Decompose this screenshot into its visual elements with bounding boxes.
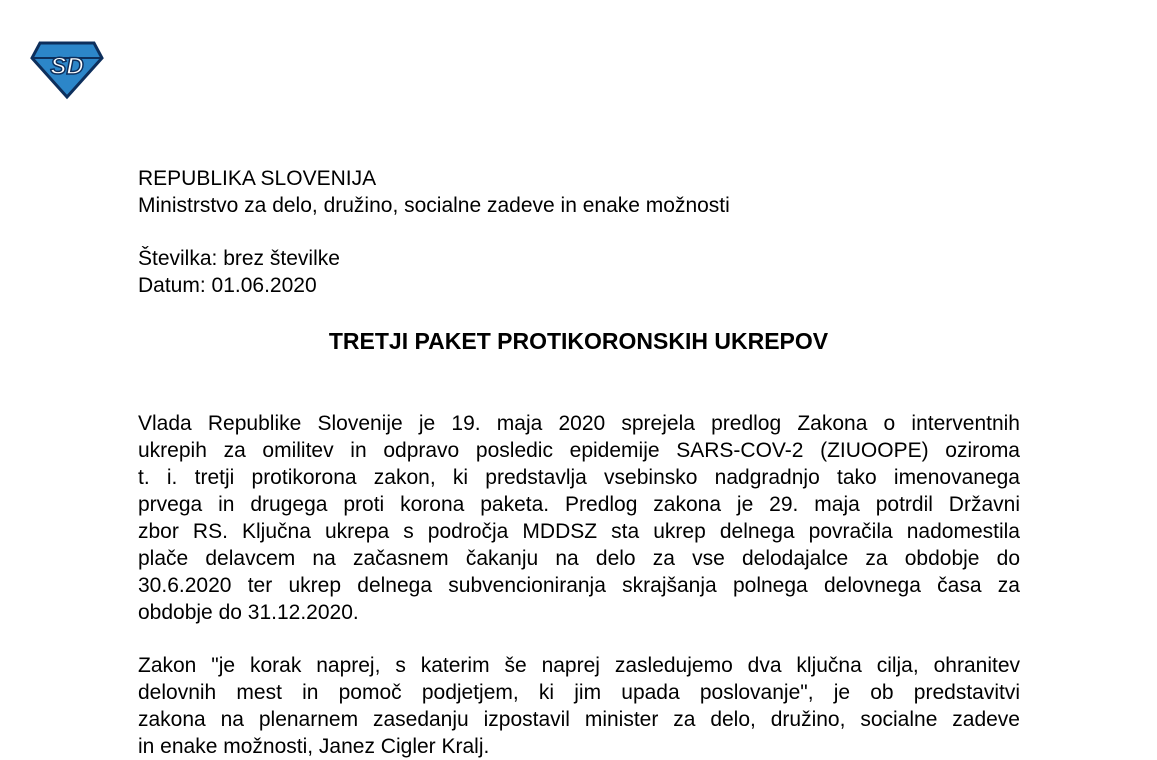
paragraph-line: t. i. tretji protikorona zakon, ki predstavlja vsebinsko nadgradnjo tako imenovanega (138, 466, 1020, 489)
paragraph-line: zbor RS. Ključna ukrepa s področja MDDSZ sta ukrep delnega povračila nadomestila (138, 520, 1020, 543)
paragraph-line: plače delavcem na začasnem čakanju na delo za vse delodajalce za obdobje do (138, 547, 1020, 570)
paragraph-line: in enake možnosti, Janez Cigler Kralj. (138, 735, 490, 758)
paragraph-line: Vlada Republike Slovenije je 19. maja 2020 sprejela predlog Zakona o interventnih (138, 412, 1020, 435)
document-date: Datum: 01.06.2020 (138, 274, 317, 297)
paragraph-line: obdobje do 31.12.2020. (138, 601, 359, 624)
paragraph-line: prvega in drugega proti korona paketa. Predlog zakona je 29. maja potrdil Državni (138, 493, 1020, 516)
paragraph-1 (138, 410, 1020, 626)
ministry-name: Ministrstvo za delo, družino, socialne zadeve in enake možnosti (138, 194, 730, 217)
sender-header (138, 165, 730, 219)
sd-shield-logo-icon (30, 40, 104, 100)
paragraph-line: ukrepih za omilitev in odpravo posledic epidemije SARS-COV-2 (ZIUOOPE) oziroma (138, 439, 1020, 462)
document-title: TRETJI PAKET PROTIKORONSKIH UKREPOV (328, 328, 829, 354)
paragraph-line: Zakon "je korak naprej, s katerim še naprej zasledujemo dva ključna cilja, ohranitev (138, 654, 1020, 677)
republic-name: REPUBLIKA SLOVENIJA (138, 167, 377, 190)
document-meta (138, 245, 340, 299)
paragraph-line: zakona na plenarnem zasedanju izpostavil minister za delo, družino, socialne zadeve (138, 708, 1020, 731)
document-number: Številka: brez številke (138, 247, 340, 270)
paragraph-line: 30.6.2020 ter ukrep delnega subvencioniranja skrajšanja polnega delovnega časa za (138, 574, 1020, 597)
logo-letters: SD (50, 53, 84, 80)
paragraph-line: delovnih mest in pomoč podjetjem, ki jim upada poslovanje", je ob predstavitvi (138, 681, 1020, 704)
paragraph-2 (138, 652, 1020, 760)
sd-logo (30, 40, 104, 100)
